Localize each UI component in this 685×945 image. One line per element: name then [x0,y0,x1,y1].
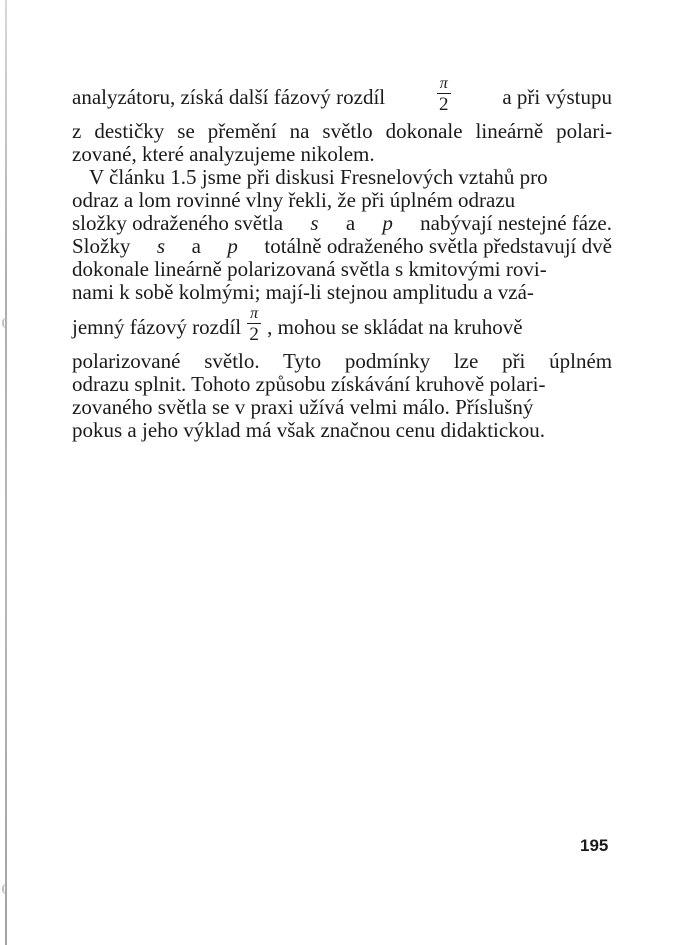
line-text: zovaného světla se v praxi užívá velmi málo. Příslušný [72,395,534,419]
line-text: nami k sobě kolmými; mají-li stejnou amplitudu a vzá- [72,280,534,304]
text-line [72,74,612,120]
page-body-text [72,74,612,442]
text-line [72,212,612,235]
fraction-numerator: π [439,75,448,92]
symbol-p: p [382,211,393,235]
line-text: odrazu splnit. Tohoto způsobu získávání kruhově polari- [72,372,546,396]
line-text: zované, které analyzujeme nikolem. [72,142,375,166]
text-line [72,373,612,396]
line-text: a při výstupu [502,84,612,109]
line-text: totálně odraženého světla představují dvě [264,234,612,258]
symbol-s: s [310,211,319,235]
line-text: a [345,211,356,235]
text-line [72,258,612,281]
text-line [72,350,612,373]
fraction-pi-over-2 [247,306,261,344]
line-text: pokus a jeho výklad má však značnou cenu didaktickou. [72,418,545,442]
fraction-pi-over-2 [437,76,451,114]
line-text: a [191,234,201,258]
gutter-binding-mark [2,884,10,894]
line-text: složky odraženého světla [72,211,284,235]
symbol-s: s [156,234,166,258]
text-line [72,235,612,258]
line-text: Složky [72,234,131,258]
text-line [72,166,612,189]
text-line [72,304,612,350]
text-line [72,189,612,212]
text-line [72,281,612,304]
line-text: z destičky se přemění na světlo dokonale lineárně polari- [72,119,613,143]
symbol-p: p [227,234,238,258]
text-line [72,120,612,143]
line-text: dokonale lineárně polarizovaná světla s kmitovými rovi- [72,257,547,281]
line-text: odraz a lom rovinné vlny řekli, že při úplném odrazu [72,188,516,212]
text-line [72,396,612,419]
page-gutter-line [5,0,7,945]
line-text: analyzátoru, získá další fázový rozdíl [72,84,386,109]
text-line [72,143,612,166]
line-text: polarizované světlo. Tyto podmínky lze při úplném [72,349,613,373]
gutter-binding-mark [2,318,10,328]
text-line [72,419,612,442]
line-text: nabývají nestejné fáze. [420,211,612,235]
line-text: jemný fázový rozdíl [72,314,242,339]
page-number: 195 [580,836,609,855]
line-text: V článku 1.5 jsme při diskusi Fresnelových vztahů pro [89,165,548,189]
fraction-numerator: π [250,305,259,322]
fraction-denominator: 2 [249,324,259,345]
fraction-denominator: 2 [438,94,449,115]
line-text: , mohou se skládat na kruhově [267,314,523,339]
